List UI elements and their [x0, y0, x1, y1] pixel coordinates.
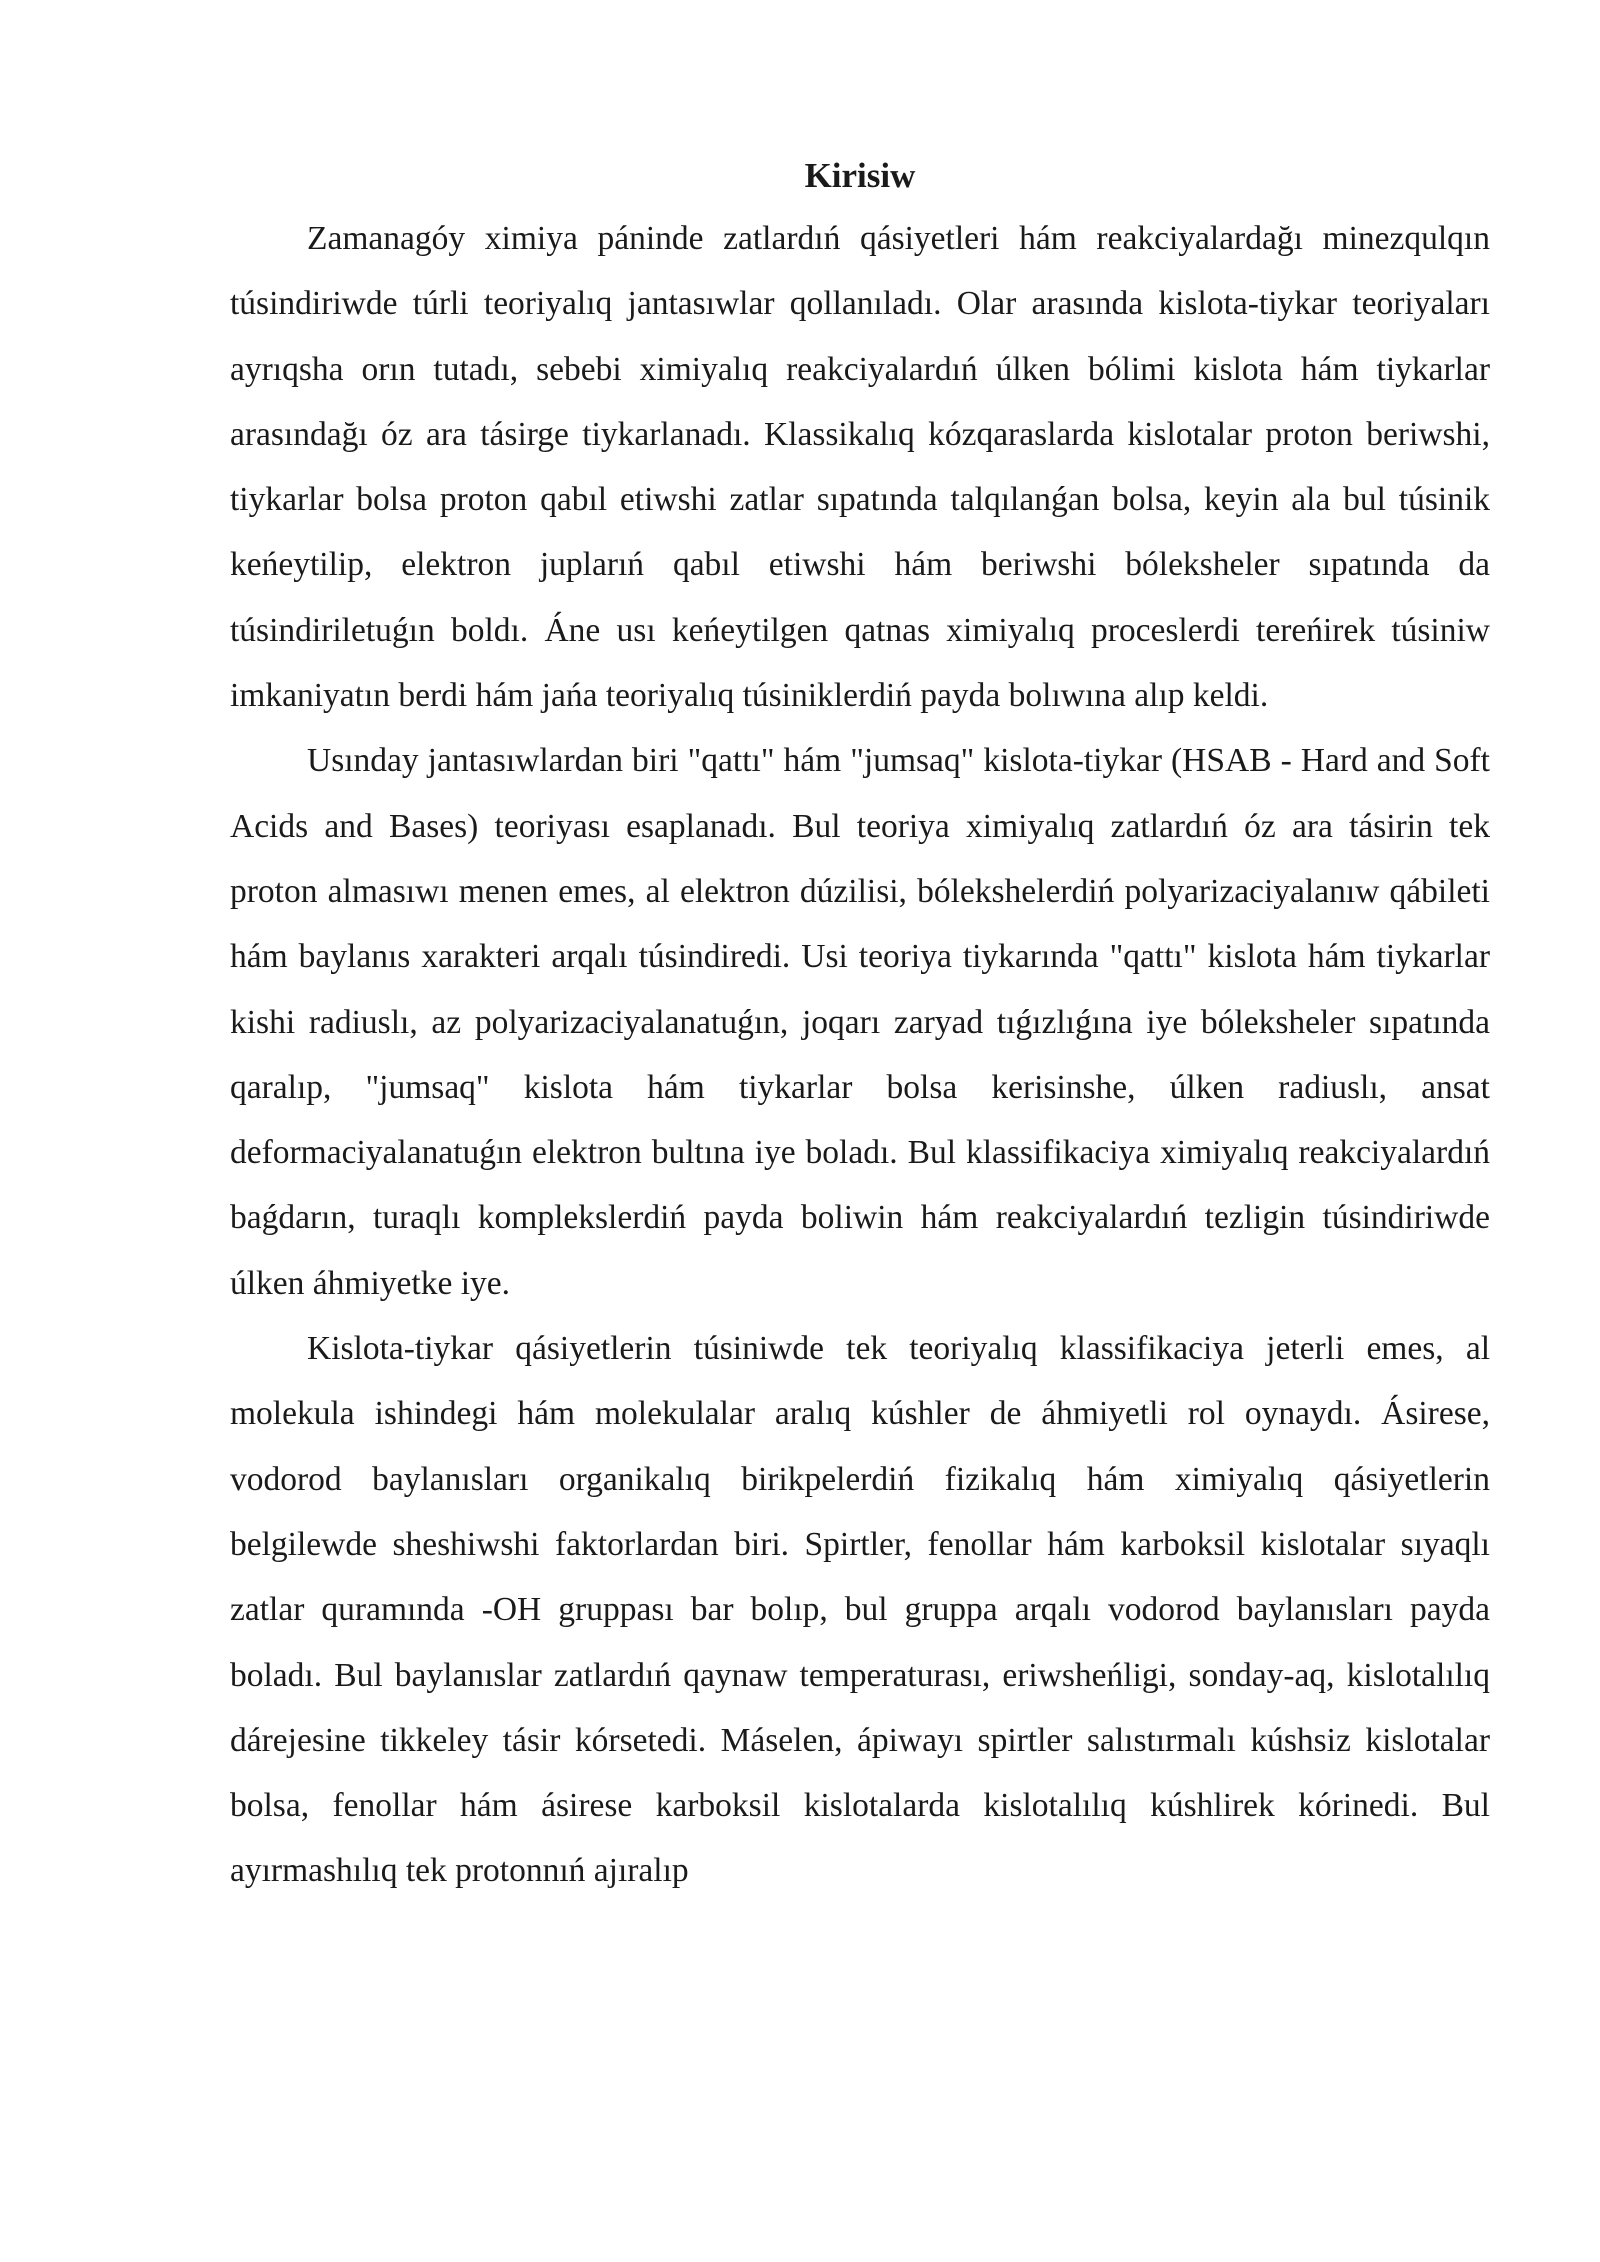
paragraph-1: Zamanagóy ximiya páninde zatlardıń qásiyetleri hám reakciyalardağı minezqulqın túsindiriwde túrli teoriyalıq jantasıwlar qollanıladı. Olar arasında kislota-tiykar teoriyaları ayrıqsha orın tutadı, sebebi ximiyalıq reakciyalardıń úlken bólimi kislota hám tiykarlar arasındağı óz ara tásirge tiykarlanadı. Klassikalıq kózqaraslarda kislotalar proton beriwshi, tiykarlar bolsa proton qabıl etiwshi zatlar sıpatında talqılanǵan bolsa, keyin ala bul túsinik keńeytilip, elektron juplarıń qabıl etiwshi hám beriwshi bóleksheler sıpatında da túsindiriletuǵın boldı. Áne usı keńeytilgen qatnas ximiyalıq proceslerdi tereńirek túsiniw imkaniyatın berdi hám jańa teoriyalıq túsiniklerdiń payda bolıwına alıp keldi. [230, 220, 1490, 715]
paragraph-2: Usınday jantasıwlardan biri "qattı" hám "jumsaq" kislota-tiykar (HSAB - Hard and Soft Acids and Bases) teoriyası esaplanadı. Bul teoriya ximiyalıq zatlardıń óz ara tásirin tek proton almasıwı menen emes, al elektron dúzilisi, bólekshelerdiń polyarizaciyalanıw qábileti hám baylanıs xarakteri arqalı túsindiredi. Usi teoriya tiykarında "qattı" kislota hám tiykarlar kishi radiuslı, az polyarizaciyalanatuǵın, joqarı zaryad tıǵızlıǵına iye bóleksheler sıpatında qaralıp, "jumsaq" kislota hám tiykarlar bolsa kerisinshe, úlken radiuslı, ansat deformaciyalanatuǵın elektron bultına iye boladı. Bul klassifikaciya ximiyalıq reakciyalardıń baǵdarın, turaqlı komplekslerdiń payda boliwin hám reakciyalardıń tezligin túsindiriwde úlken áhmiyetke iye. [230, 742, 1490, 1302]
document-title: Kirisiw [804, 156, 916, 195]
paragraph-3: Kislota-tiykar qásiyetlerin túsiniwde tek teoriyalıq klassifikaciya jeterli emes, al molekula ishindegi hám molekulalar aralıq kúshler de áhmiyetli rol oynaydı. Ásirese, vodorod baylanısları organikalıq birikpelerdiń fizikalıq hám ximiyalıq qásiyetlerin belgilewde sheshiwshi faktorlardan biri. Spirtler, fenollar hám karboksil kislotalar sıyaqlı zatlar quramında -OH gruppası bar bolıp, bul gruppa arqalı vodorod baylanısları payda boladı. Bul baylanıslar zatlardıń qaynaw temperaturası, eriwsheńligi, sonday-aq, kislotalılıq dárejesine tikkeley tásir kórsetedi. Máselen, ápiwayı spirtler salıstırmalı kúshsiz kislotalar bolsa, fenollar hám ásirese karboksil kislotalarda kislotalılıq kúshlirek kórinedi. Bul ayırmashılıq tek protonnıń ajıralıp [230, 1330, 1490, 1890]
document-page [230, 148, 1490, 1904]
